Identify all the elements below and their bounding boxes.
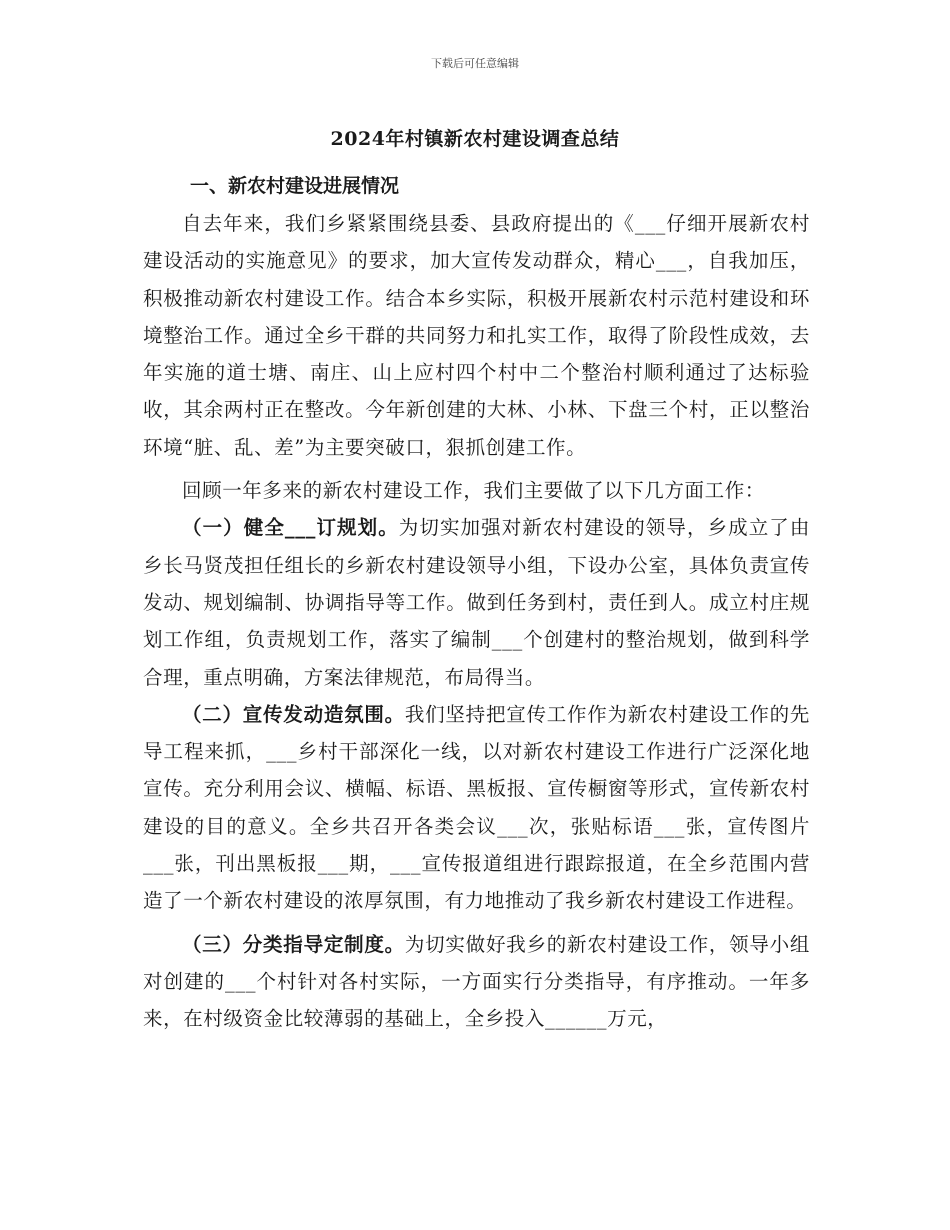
paragraph-2: 回顾一年多来的新农村建设工作，我们主要做了以下几方面工作： [182,479,765,503]
paragraph-3-body: 为切实加强对新农村建设的领导，乡成立了由乡长马贤茂担任组长的乡新农村建设领导小组，下设办公室，具体负责宣传发动、规划编制、协调指导等工作。做到任务到村，责任到人。成立村庄规划工作组，负责规划工作，落实了编制___个创建村的整治规划，做到科学合理，重点明确，方案法律规范，布局得当。 [143,516,810,689]
paragraph-4-body: 我们坚持把宣传工作作为新农村建设工作的先导工程来抓，___乡村干部深化一线，以对新农村建设工作进行广泛深化地宣传。充分利用会议、横幅、标语、黑板报、宣传橱窗等形式，宣传新农村建设的目的意义。全乡共召开各类会议___次，张贴标语___张，宣传图片___张，刊出黑板报___期，___宣传报道组进行跟踪报道，在全乡范围内营造了一个新农村建设的浓厚氛围，有力地推动了我乡新农村建设工作进程。 [143,702,810,913]
page-header-note: 下载后可任意编辑 [431,57,519,70]
paragraph-3 [143,509,810,695]
paragraph-4 [143,696,810,920]
paragraph-3-lead: （一）健全___订规划。 [182,516,399,540]
document-body [143,168,810,1038]
paragraph-4-lead: （二）宣传发动造氛围。 [182,702,405,726]
paragraph-5-body: 为切实做好我乡的新农村建设工作，领导小组对创建的___个村针对各村实际，一方面实行分类指导，有序推动。一年多来，在村级资金比较薄弱的基础上，全乡投入______万元， [143,932,810,1031]
paragraph-1: 自去年来，我们乡紧紧围绕县委、县政府提出的《___仔细开展新农村建设活动的实施意见》的要求，加大宣传发动群众，精心___，自我加压，积极推动新农村建设工作。结合本乡实际，积极开展新农村示范村建设和环境整治工作。通过全乡干群的共同努力和扎实工作，取得了阶段性成效，去年实施的道士塘、南庄、山上应村四个村中二个整治村顺利通过了达标验收，其余两村正在整改。今年新创建的大林、小林、下盘三个村，正以整治环境“脏、乱、差”为主要突破口，狠抓创建工作。 [143,212,810,459]
paragraph-5 [143,926,810,1038]
section-heading: 一、新农村建设进展情况 [190,175,400,197]
paragraph-5-lead: （三）分类指导定制度。 [182,932,405,956]
document-title: 2024年村镇新农村建设调查总结 [330,128,620,150]
